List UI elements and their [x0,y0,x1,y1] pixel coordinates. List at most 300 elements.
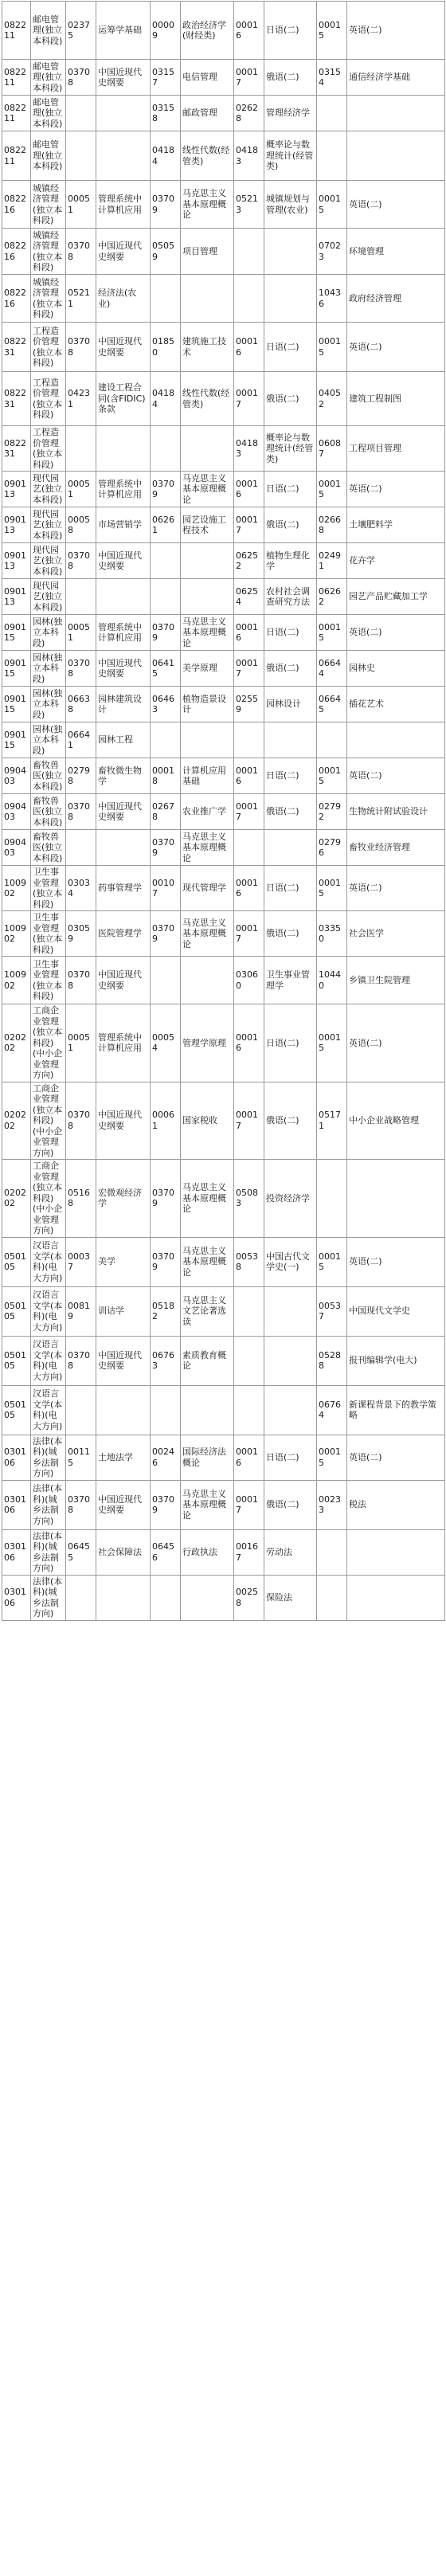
course-code-1-cell: 02798 [66,758,96,794]
course-name-3-cell [264,229,317,275]
course-code-1-cell: 00051 [66,615,96,651]
course-code-2-cell: 04184 [151,372,181,426]
course-code-3-cell: 00016 [234,1004,264,1082]
course-code-2-cell: 03709 [151,1237,181,1286]
course-name-4-cell: 建筑工程制图 [347,372,445,426]
table-row [2,543,445,579]
course-code-3-cell [234,1336,264,1385]
major-name-cell: 邮电管理(独立本科段) [31,2,66,60]
course-code-2-cell: 06456 [151,1529,181,1575]
course-code-1-cell: 03708 [66,323,96,372]
course-name-3-cell: 投资经济学 [264,1160,317,1238]
course-name-3-cell: 管理经济学 [264,96,317,131]
major-code-cell: 090115 [2,651,31,687]
course-code-1-cell: 00051 [66,181,96,229]
course-name-4-cell: 英语(二) [347,1435,445,1480]
course-code-2-cell: 05059 [151,229,181,275]
course-name-3-cell: 日语(二) [264,323,317,372]
course-code-3-cell: 04183 [234,131,264,181]
major-code-cell: 020202 [2,1004,31,1082]
course-code-1-cell: 00051 [66,1004,96,1082]
course-name-3-cell: 俄语(二) [264,372,317,426]
course-name-3-cell [264,1385,317,1435]
course-code-4-cell: 00015 [317,1435,347,1480]
course-name-2-cell: 素质教育概论 [181,1336,234,1385]
course-code-4-cell: 00015 [317,2,347,60]
course-code-2-cell: 00246 [151,1435,181,1480]
course-name-4-cell: 社会医学 [347,911,445,957]
course-name-3-cell: 概率论与数理统计(经管类) [264,426,317,472]
course-code-4-cell: 00015 [317,1237,347,1286]
course-code-3-cell: 04183 [234,426,264,472]
major-code-cell: 090113 [2,579,31,615]
course-code-4-cell [317,722,347,758]
course-code-1-cell: 03059 [66,911,96,957]
major-name-cell: 工程造价管理(独立本科段) [31,323,66,372]
table-row [2,758,445,794]
table-row [2,866,445,911]
course-name-2-cell: 邮政管理 [181,96,234,131]
course-code-4-cell: 03350 [317,911,347,957]
course-code-3-cell: 05083 [234,1160,264,1238]
course-name-3-cell: 城镇规划与管理(农业) [264,181,317,229]
course-name-4-cell [347,1575,445,1620]
course-code-2-cell: 05182 [151,1286,181,1336]
course-name-3-cell [264,722,317,758]
major-name-cell: 现代园艺(独立本科段) [31,507,66,543]
course-code-2-cell [151,543,181,579]
course-code-2-cell: 03709 [151,615,181,651]
major-name-cell: 工商企业管理(独立本科段)(中小企业管理方向) [31,1160,66,1238]
major-code-cell: 090115 [2,722,31,758]
course-code-2-cell: 06261 [151,507,181,543]
course-name-4-cell: 生物统计附试验设计 [347,794,445,830]
course-name-1-cell: 中国近现代史纲要 [96,651,151,687]
course-code-3-cell: 02628 [234,96,264,131]
course-name-3-cell: 俄语(二) [264,651,317,687]
course-name-4-cell: 工程项目管理 [347,426,445,472]
major-code-cell: 100902 [2,957,31,1004]
major-name-cell: 城镇经济管理(独立本科段) [31,229,66,275]
course-code-1-cell: 03708 [66,957,96,1004]
course-code-4-cell: 10440 [317,957,347,1004]
course-code-4-cell: 02491 [317,543,347,579]
major-name-cell: 畜牧兽医(独立本科段) [31,794,66,830]
course-name-4-cell: 税法 [347,1480,445,1529]
course-code-2-cell: 03709 [151,830,181,866]
major-name-cell: 法律(本科)(城乡法制方向) [31,1575,66,1620]
table-row [2,615,445,651]
course-code-2-cell [151,722,181,758]
major-name-cell: 工商企业管理(独立本科段)(中小企业管理方向) [31,1004,66,1082]
table-row [2,1160,445,1238]
course-code-4-cell [317,1160,347,1238]
course-name-1-cell: 美学 [96,1237,151,1286]
course-name-3-cell: 概率论与数理统计(经管类) [264,131,317,181]
course-code-4-cell: 07023 [317,229,347,275]
course-name-3-cell: 园林设计 [264,687,317,722]
course-code-1-cell: 00819 [66,1286,96,1336]
course-name-2-cell: 植物造景设计 [181,687,234,722]
major-code-cell: 082211 [2,60,31,96]
course-code-2-cell: 04184 [151,131,181,181]
table-row [2,957,445,1004]
course-name-1-cell: 管理系统中计算机应用 [96,472,151,507]
major-code-cell: 030106 [2,1435,31,1480]
course-code-1-cell: 06641 [66,722,96,758]
course-name-4-cell: 英语(二) [347,615,445,651]
table-row [2,911,445,957]
course-name-2-cell [181,426,234,472]
course-name-1-cell: 中国近现代史纲要 [96,957,151,1004]
major-code-cell: 100902 [2,866,31,911]
major-code-cell: 090113 [2,543,31,579]
course-name-2-cell [181,275,234,323]
course-name-4-cell: 英语(二) [347,323,445,372]
course-code-1-cell: 03708 [66,1082,96,1160]
course-code-1-cell: 06455 [66,1529,96,1575]
course-name-2-cell [181,579,234,615]
course-name-1-cell [96,830,151,866]
course-code-4-cell: 00015 [317,472,347,507]
course-code-4-cell: 00015 [317,181,347,229]
major-name-cell: 邮电管理(独立本科段) [31,60,66,96]
course-code-3-cell: 00017 [234,60,264,96]
course-code-3-cell: 06254 [234,579,264,615]
major-name-cell: 卫生事业管理(独立本科段) [31,957,66,1004]
course-name-2-cell: 线性代数(经管类) [181,372,234,426]
course-code-3-cell [234,275,264,323]
table-row [2,1082,445,1160]
major-code-cell: 082231 [2,323,31,372]
major-code-cell: 050105 [2,1286,31,1336]
course-name-3-cell: 保险法 [264,1575,317,1620]
table-row [2,275,445,323]
major-code-cell: 082211 [2,2,31,60]
course-name-2-cell: 马克思主义基本原理概论 [181,472,234,507]
table-row [2,131,445,181]
table-row [2,794,445,830]
major-name-cell: 法律(本科)(城乡法制方向) [31,1529,66,1575]
major-name-cell: 邮电管理(独立本科段) [31,131,66,181]
course-name-4-cell: 环境管理 [347,229,445,275]
course-name-2-cell: 计算机应用基础 [181,758,234,794]
major-code-cell: 020202 [2,1082,31,1160]
course-name-2-cell [181,1385,234,1435]
course-code-2-cell [151,957,181,1004]
course-code-3-cell: 00016 [234,323,264,372]
course-name-1-cell: 管理系统中计算机应用 [96,1004,151,1082]
course-code-4-cell: 02792 [317,794,347,830]
course-name-1-cell: 药事管理学 [96,866,151,911]
course-code-2-cell: 02678 [151,794,181,830]
course-name-4-cell [347,1529,445,1575]
major-name-cell: 畜牧兽医(独立本科段) [31,830,66,866]
course-name-1-cell: 训诂学 [96,1286,151,1336]
major-name-cell: 法律(本科)(城乡法制方向) [31,1480,66,1529]
major-code-cell: 090403 [2,794,31,830]
table-row [2,1385,445,1435]
course-code-1-cell [66,131,96,181]
course-code-1-cell: 03708 [66,229,96,275]
course-name-1-cell [96,579,151,615]
course-name-2-cell: 农业推广学 [181,794,234,830]
course-name-2-cell: 园艺设施工程技术 [181,507,234,543]
course-name-3-cell: 俄语(二) [264,1480,317,1529]
course-code-1-cell: 03708 [66,1480,96,1529]
course-code-3-cell: 06252 [234,543,264,579]
course-name-3-cell: 劳动法 [264,1529,317,1575]
course-code-1-cell: 00115 [66,1435,96,1480]
major-name-cell: 畜牧兽医(独立本科段) [31,758,66,794]
table-row [2,579,445,615]
course-name-2-cell: 行政执法 [181,1529,234,1575]
table-row [2,229,445,275]
course-name-2-cell: 马克思主义基本原理概论 [181,1237,234,1286]
course-code-3-cell: 00017 [234,1480,264,1529]
table-row [2,651,445,687]
course-code-2-cell: 03709 [151,1480,181,1529]
course-name-3-cell [264,275,317,323]
course-code-3-cell: 00016 [234,615,264,651]
course-code-4-cell: 03154 [317,60,347,96]
course-code-4-cell: 00015 [317,615,347,651]
major-name-cell: 城镇经济管理(独立本科段) [31,275,66,323]
course-code-1-cell [66,830,96,866]
course-code-3-cell: 00017 [234,507,264,543]
course-code-2-cell: 03709 [151,1160,181,1238]
exam-schedule-table [2,1,445,1621]
course-code-3-cell: 00538 [234,1237,264,1286]
course-name-2-cell: 马克思主义基本原理概论 [181,181,234,229]
course-name-2-cell: 项目管理 [181,229,234,275]
course-code-4-cell: 02668 [317,507,347,543]
course-name-3-cell: 卫生事业管理学 [264,957,317,1004]
course-name-1-cell: 中国近现代史纲要 [96,323,151,372]
course-code-3-cell: 00017 [234,911,264,957]
table-row [2,323,445,372]
table-row [2,96,445,131]
course-code-3-cell: 00017 [234,1082,264,1160]
course-name-1-cell [96,1385,151,1435]
major-name-cell: 现代园艺(独立本科段) [31,543,66,579]
course-name-2-cell: 马克思主义基本原理概论 [181,615,234,651]
course-code-2-cell: 03709 [151,181,181,229]
course-name-4-cell: 政府经济管理 [347,275,445,323]
course-code-3-cell: 00016 [234,2,264,60]
course-name-4-cell: 园林史 [347,651,445,687]
course-code-2-cell: 03709 [151,911,181,957]
course-code-4-cell: 06087 [317,426,347,472]
course-code-3-cell: 00016 [234,472,264,507]
table-row [2,60,445,96]
course-code-3-cell: 00017 [234,794,264,830]
course-code-1-cell [66,579,96,615]
course-code-1-cell: 00051 [66,472,96,507]
major-name-cell: 汉语言文学(本科)(电大方向) [31,1385,66,1435]
course-code-1-cell: 03708 [66,1336,96,1385]
course-name-1-cell: 畜牧微生物学 [96,758,151,794]
course-name-1-cell: 管理系统中计算机应用 [96,615,151,651]
course-name-1-cell: 宏微观经济学 [96,1160,151,1238]
course-name-3-cell: 中国古代文学史(一) [264,1237,317,1286]
course-name-3-cell: 俄语(二) [264,1082,317,1160]
table-row [2,1336,445,1385]
course-name-4-cell: 英语(二) [347,2,445,60]
course-code-3-cell: 00258 [234,1575,264,1620]
table-row [2,830,445,866]
course-code-1-cell: 03708 [66,60,96,96]
major-code-cell: 090403 [2,830,31,866]
course-code-1-cell: 03708 [66,794,96,830]
course-code-1-cell: 04231 [66,372,96,426]
table-row [2,1435,445,1480]
table-row [2,1237,445,1286]
course-code-2-cell [151,579,181,615]
course-name-2-cell: 现代管理学 [181,866,234,911]
course-code-1-cell: 00037 [66,1237,96,1286]
course-name-1-cell: 园林工程 [96,722,151,758]
course-name-1-cell: 运筹学基础 [96,2,151,60]
course-code-2-cell: 03157 [151,60,181,96]
course-name-2-cell: 国家税收 [181,1082,234,1160]
course-name-4-cell: 英语(二) [347,181,445,229]
course-code-1-cell [66,96,96,131]
major-code-cell: 082211 [2,131,31,181]
course-name-1-cell: 管理系统中计算机应用 [96,181,151,229]
course-code-4-cell: 06764 [317,1385,347,1435]
course-code-1-cell: 03034 [66,866,96,911]
major-name-cell: 工商企业管理(独立本科段)(中小企业管理方向) [31,1082,66,1160]
course-code-2-cell [151,275,181,323]
major-code-cell: 090403 [2,758,31,794]
course-code-3-cell [234,830,264,866]
major-name-cell: 汉语言文学(本科)(电大方向) [31,1286,66,1336]
course-code-3-cell: 00167 [234,1529,264,1575]
course-code-2-cell: 03709 [151,472,181,507]
course-name-2-cell: 马克思主义基本原理概论 [181,1160,234,1238]
major-name-cell: 邮电管理(独立本科段) [31,96,66,131]
course-name-4-cell: 新课程背景下的教学策略 [347,1385,445,1435]
course-code-4-cell: 06644 [317,651,347,687]
course-code-3-cell [234,229,264,275]
course-code-1-cell: 05168 [66,1160,96,1238]
course-name-3-cell: 日语(二) [264,1435,317,1480]
course-name-1-cell: 市场营销学 [96,507,151,543]
major-name-cell: 工程造价管理(独立本科段) [31,426,66,472]
major-name-cell: 现代园艺(独立本科段) [31,472,66,507]
major-name-cell: 园林(独立本科段) [31,722,66,758]
major-code-cell: 050105 [2,1237,31,1286]
course-name-4-cell: 插花艺术 [347,687,445,722]
course-name-4-cell: 英语(二) [347,1237,445,1286]
course-name-3-cell: 日语(二) [264,615,317,651]
course-code-2-cell: 00107 [151,866,181,911]
major-code-cell: 050105 [2,1336,31,1385]
table-row [2,1480,445,1529]
course-code-2-cell [151,426,181,472]
major-name-cell: 园林(独立本科段) [31,687,66,722]
course-name-1-cell [96,1575,151,1620]
course-name-1-cell: 中国近现代史纲要 [96,60,151,96]
course-code-2-cell [151,1575,181,1620]
course-name-4-cell: 通信经济学基础 [347,60,445,96]
course-name-2-cell [181,1575,234,1620]
course-name-2-cell: 马克思主义基本原理概论 [181,1480,234,1529]
course-name-1-cell: 医院管理学 [96,911,151,957]
course-name-1-cell: 建设工程合同(含FIDIC)条款 [96,372,151,426]
course-name-4-cell: 英语(二) [347,866,445,911]
course-name-4-cell [347,1160,445,1238]
table-row [2,1004,445,1082]
course-name-2-cell: 国际经济法概论 [181,1435,234,1480]
course-code-4-cell: 00233 [317,1480,347,1529]
course-code-3-cell: 03060 [234,957,264,1004]
course-code-4-cell: 06645 [317,687,347,722]
table-row [2,1286,445,1336]
course-code-4-cell [317,131,347,181]
course-name-4-cell: 畜牧业经济管理 [347,830,445,866]
course-name-3-cell [264,830,317,866]
course-name-2-cell: 美学原理 [181,651,234,687]
course-name-2-cell: 线性代数(经管类) [181,131,234,181]
course-name-4-cell [347,131,445,181]
course-code-1-cell [66,1575,96,1620]
course-name-2-cell: 管理学原理 [181,1004,234,1082]
course-name-3-cell: 俄语(二) [264,794,317,830]
course-name-1-cell [96,426,151,472]
course-code-4-cell [317,1575,347,1620]
course-name-1-cell: 土地法学 [96,1435,151,1480]
course-code-3-cell: 00017 [234,651,264,687]
course-code-3-cell: 05213 [234,181,264,229]
major-code-cell: 030106 [2,1529,31,1575]
major-name-cell: 园林(独立本科段) [31,615,66,651]
major-code-cell: 082216 [2,229,31,275]
major-code-cell: 030106 [2,1575,31,1620]
table-row [2,507,445,543]
course-name-1-cell: 社会保障法 [96,1529,151,1575]
course-name-1-cell [96,96,151,131]
major-code-cell: 100902 [2,911,31,957]
course-name-3-cell [264,1286,317,1336]
course-code-3-cell [234,722,264,758]
major-name-cell: 法律(本科)(城乡法制方向) [31,1435,66,1480]
course-name-3-cell: 日语(二) [264,758,317,794]
course-name-2-cell [181,722,234,758]
course-code-2-cell: 06463 [151,687,181,722]
course-code-3-cell: 00017 [234,372,264,426]
course-name-4-cell: 花卉学 [347,543,445,579]
course-code-4-cell: 00015 [317,758,347,794]
course-code-4-cell: 00537 [317,1286,347,1336]
course-code-2-cell: 03158 [151,96,181,131]
table-row [2,687,445,722]
course-name-4-cell [347,722,445,758]
course-name-1-cell: 中国近现代史纲要 [96,229,151,275]
course-code-1-cell: 00058 [66,507,96,543]
course-name-2-cell: 马克思主义基本原理概论 [181,830,234,866]
course-code-1-cell: 06638 [66,687,96,722]
course-name-4-cell: 英语(二) [347,472,445,507]
course-code-3-cell: 00016 [234,866,264,911]
course-code-4-cell: 00015 [317,323,347,372]
table-row [2,1529,445,1575]
course-name-1-cell [96,131,151,181]
course-code-4-cell: 04052 [317,372,347,426]
course-name-1-cell: 中国近现代史纲要 [96,794,151,830]
table-row [2,722,445,758]
